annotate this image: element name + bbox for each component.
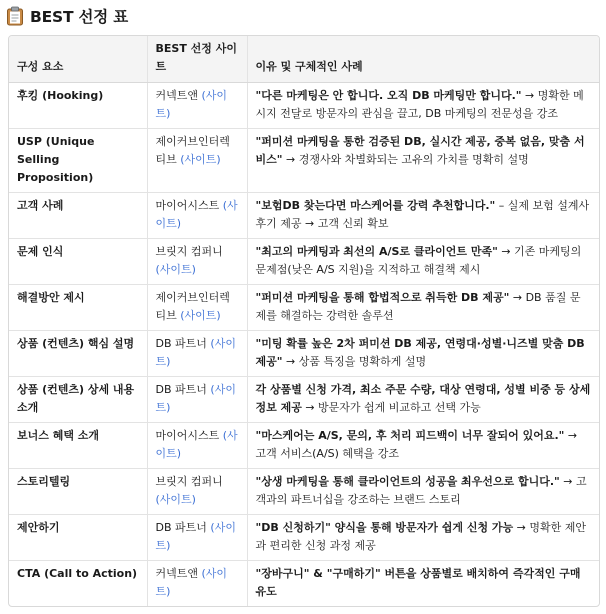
site-link[interactable]: (사이트) [155, 337, 236, 368]
component-cell [9, 285, 147, 331]
reason-quote: "미팅 확률 높은 2차 퍼미션 DB 제공, 연령대·성별·니즈별 맞춤 DB 제공" [255, 337, 585, 368]
reason-quote: "다른 마케팅은 안 합니다. 오직 DB 마케팅만 합니다." [255, 89, 522, 102]
reason-cell [247, 561, 599, 607]
reason-cell [247, 129, 599, 193]
site-cell [147, 331, 247, 377]
component-cell [9, 331, 147, 377]
component-label: 상품 (컨텐츠) 상세 내용 소개 [17, 383, 135, 414]
site-link[interactable]: (사이트) [155, 383, 236, 414]
component-label: USP (Unique Selling Proposition) [17, 135, 95, 184]
reason-quote: "퍼미션 마케팅을 통해 합법적으로 취득한 DB 제공" [255, 291, 510, 304]
site-link[interactable]: (사이트) [155, 429, 238, 460]
component-cell [9, 469, 147, 515]
site-cell [147, 469, 247, 515]
reason-cell [247, 377, 599, 423]
reason-description: → 경쟁사와 차별화되는 고유의 가치를 명확히 설명 [282, 153, 529, 166]
site-cell [147, 377, 247, 423]
table-row [9, 515, 599, 561]
site-name: DB 파트너 [155, 337, 207, 350]
reason-description: → 명확한 메시지 전달로 방문자의 관심을 끌고, DB 마케팅의 전문성을 강조 [255, 89, 584, 120]
reason-cell [247, 331, 599, 377]
site-link[interactable]: (사이트) [155, 89, 228, 120]
reason-cell [247, 515, 599, 561]
site-name: 마이어시스트 [155, 199, 220, 212]
table-row [9, 331, 599, 377]
title-row [6, 4, 128, 28]
reason-quote: "마스케어는 A/S, 문의, 후 처리 피드백이 너무 잘되어 있어요." [255, 429, 565, 442]
table-row [9, 129, 599, 193]
table-row [9, 285, 599, 331]
best-selection-table [8, 35, 600, 607]
site-name: 브릿지 컴퍼니 [155, 475, 223, 488]
component-label: 제안하기 [17, 521, 60, 534]
site-cell [147, 239, 247, 285]
reason-description: → 고객과의 파트너십을 강조하는 브랜드 스토리 [255, 475, 587, 506]
reason-cell [247, 83, 599, 129]
reason-cell [247, 469, 599, 515]
reason-quote: "퍼미션 마케팅을 통한 검증된 DB, 실시간 제공, 중복 없음, 맞춤 서비스" [255, 135, 585, 166]
reason-quote: "보험DB 찾는다면 마스케어를 강력 추천합니다." [255, 199, 496, 212]
site-link[interactable]: (사이트) [180, 309, 221, 322]
component-cell [9, 515, 147, 561]
reason-cell [247, 285, 599, 331]
component-cell [9, 83, 147, 129]
table-row [9, 193, 599, 239]
component-label: 후킹 (Hooking) [17, 89, 104, 102]
table-row [9, 561, 599, 607]
table-row [9, 377, 599, 423]
table-row [9, 83, 599, 129]
clipboard-icon [6, 6, 24, 26]
site-cell [147, 285, 247, 331]
site-cell [147, 423, 247, 469]
site-name: 마이어시스트 [155, 429, 220, 442]
component-cell [9, 561, 147, 607]
component-label: 고객 사례 [17, 199, 64, 212]
component-label: 스토리텔링 [17, 475, 71, 488]
site-link[interactable]: (사이트) [155, 263, 196, 276]
reason-quote: "장바구니" & "구매하기" 버튼을 상품별로 배치하여 즉각적인 구매 유도 [255, 567, 581, 598]
component-cell [9, 239, 147, 285]
site-cell [147, 561, 247, 607]
reason-quote: "상생 마케팅을 통해 클라이언트의 성공을 최우선으로 합니다." [255, 475, 560, 488]
reason-description: → 기존 마케팅의 문제점(낮은 A/S 지원)을 지적하고 해결책 제시 [255, 245, 582, 276]
table-row [9, 423, 599, 469]
reason-cell [247, 239, 599, 285]
table-header-row [9, 36, 599, 83]
site-link[interactable]: (사이트) [155, 521, 236, 552]
site-name: 제이커브인터렉티브 [155, 135, 230, 166]
component-cell [9, 423, 147, 469]
component-cell [9, 193, 147, 239]
table-row [9, 239, 599, 285]
site-cell [147, 83, 247, 129]
reason-description: → DB 품질 문제를 해결하는 강력한 솔루션 [255, 291, 581, 322]
site-cell [147, 193, 247, 239]
page-title: BEST 선정 표 [30, 8, 129, 26]
reason-cell [247, 423, 599, 469]
site-name: DB 파트너 [155, 383, 207, 396]
component-label: 문제 인식 [17, 245, 64, 258]
component-label: CTA (Call to Action) [17, 567, 138, 580]
reason-cell [247, 193, 599, 239]
site-link[interactable]: (사이트) [155, 567, 228, 598]
reason-quote: 각 상품별 신청 가격, 최소 주문 수량, 대상 연령대, 성별 비중 등 상세 정보 제공 [255, 383, 591, 414]
table-row [9, 469, 599, 515]
component-cell [9, 129, 147, 193]
site-cell [147, 515, 247, 561]
site-name: 커넥트앤 [155, 89, 199, 102]
site-link[interactable]: (사이트) [155, 199, 238, 230]
site-name: 브릿지 컴퍼니 [155, 245, 223, 258]
component-cell [9, 377, 147, 423]
site-link[interactable]: (사이트) [155, 493, 196, 506]
site-link[interactable]: (사이트) [180, 153, 221, 166]
site-cell [147, 129, 247, 193]
reason-description: – 실제 보험 설계사 후기 제공 → 고객 신뢰 확보 [255, 199, 590, 230]
column-header-site: BEST 선정 사이트 [147, 36, 247, 83]
reason-quote: "최고의 마케팅과 최선의 A/S로 클라이언트 만족" [255, 245, 498, 258]
column-header-reason: 이유 및 구체적인 사례 [247, 36, 599, 83]
component-label: 상품 (컨텐츠) 핵심 설명 [17, 337, 135, 350]
reason-description: → 고객 서비스(A/S) 혜택을 강조 [255, 429, 578, 460]
reason-quote: "DB 신청하기" 양식을 통해 방문자가 쉽게 신청 가능 [255, 521, 514, 534]
site-name: 제이커브인터렉티브 [155, 291, 230, 322]
column-header-component: 구성 요소 [9, 36, 147, 83]
reason-description: → 상품 특징을 명확하게 설명 [282, 355, 427, 368]
site-name: 커넥트앤 [155, 567, 199, 580]
component-label: 보너스 혜택 소개 [17, 429, 100, 442]
reason-description: → 방문자가 쉽게 비교하고 선택 가능 [301, 401, 481, 414]
site-name: DB 파트너 [155, 521, 207, 534]
component-label: 해결방안 제시 [17, 291, 85, 304]
reason-description: → 명확한 제안과 편리한 신청 과정 제공 [255, 521, 587, 552]
